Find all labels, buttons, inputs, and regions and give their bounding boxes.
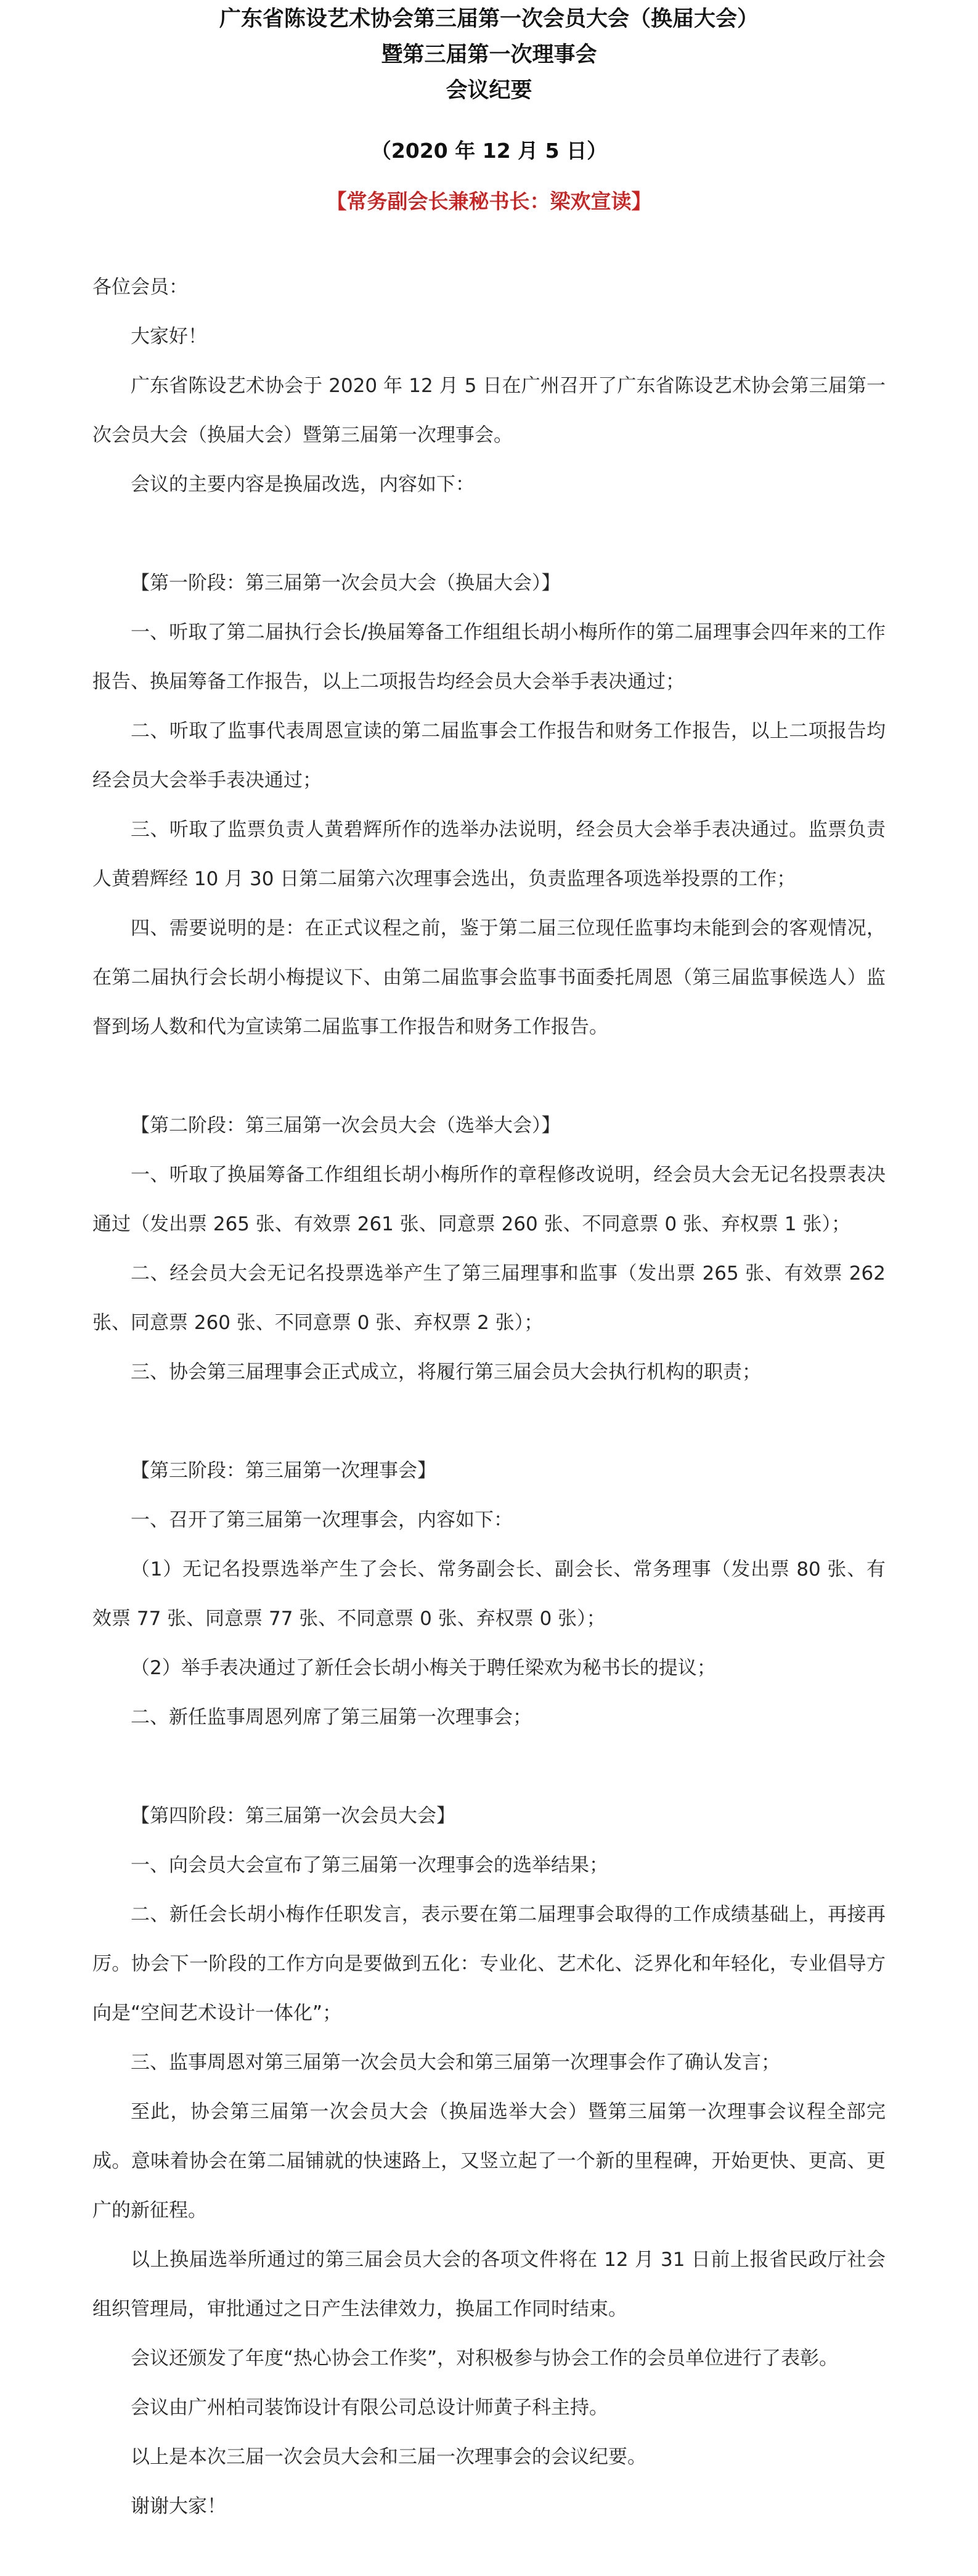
intro-paragraph-2: 会议的主要内容是换届改选，内容如下： xyxy=(131,473,475,496)
stage1-item: 三、听取了监票负责人黄碧辉所作的选举办法说明，经会员大会举手表决通过。监票负责人黄碧辉经 10 月 30 日第二届第六次理事会选出，负责监理各项选举投票的工作； xyxy=(92,819,886,890)
stage1-item: 四、需要说明的是：在正式议程之前，鉴于第二届三位现任监事均未能到会的客观情况，在第二届执行会长胡小梅提议下、由第二届监事会监事书面委托周恩（第三届监事候选人）监督到场人数和代为宣读第二届监事工作报告和财务工作报告。 xyxy=(92,917,886,1038)
reader-note: 【常务副会长兼秘书长：梁欢宣读】 xyxy=(326,189,652,213)
stage3-heading: 【第三阶段：第三届第一次理事会】 xyxy=(131,1460,436,1482)
closing-paragraph: 至此，协会第三届第一次会员大会（换届选举大会）暨第三届第一次理事会议程全部完成。意味着协会在第二届铺就的快速路上，又竖立起了一个新的里程碑，开始更快、更高、更广的新征程。 xyxy=(92,2101,886,2222)
document-header xyxy=(92,0,886,219)
title-line-2: 暨第三届第一次理事会 xyxy=(381,43,597,67)
salutation: 各位会员： xyxy=(92,276,188,298)
section-spacer xyxy=(92,1742,886,1791)
stage4-heading: 【第四阶段：第三届第一次会员大会】 xyxy=(131,1805,455,1827)
title-line-3: 会议纪要 xyxy=(446,78,532,103)
stage2-item: 二、经会员大会无记名投票选举产生了第三届理事和监事（发出票 265 张、有效票 262 张、同意票 260 张、不同意票 0 张、弃权票 2 张）； xyxy=(92,1262,886,1334)
stage3-item: 二、新任监事周恩列席了第三届第一次理事会； xyxy=(131,1706,532,1728)
stage3-item: （2）举手表决通过了新任会长胡小梅关于聘任梁欢为秘书长的提议； xyxy=(131,1657,716,1679)
stage1-item: 二、听取了监事代表周恩宣读的第二届监事会工作报告和财务工作报告，以上二项报告均经会员大会举手表决通过； xyxy=(92,720,886,791)
section-spacer xyxy=(92,1397,886,1446)
section-spacer xyxy=(92,1052,886,1101)
stage4-item: 二、新任会长胡小梅作任职发言，表示要在第二届理事会取得的工作成绩基础上，再接再厉。协会下一阶段的工作方向是要做到五化：专业化、艺术化、泛界化和年轻化，专业倡导方向是“空间艺术设计一体化”； xyxy=(92,1903,886,2024)
closing-paragraph: 以上换届选举所通过的第三届会员大会的各项文件将在 12 月 31 日前上报省民政厅社会组织管理局，审批通过之日产生法律效力，换届工作同时结束。 xyxy=(92,2249,886,2320)
stage4-item: 三、监事周恩对第三届第一次会员大会和第三届第一次理事会作了确认发言； xyxy=(131,2051,780,2074)
document-body xyxy=(92,263,886,2531)
stage2-item: 一、听取了换届筹备工作组组长胡小梅所作的章程修改说明，经会员大会无记名投票表决通过（发出票 265 张、有效票 261 张、同意票 260 张、不同意票 0 张、弃权票 1 张）； xyxy=(92,1164,886,1235)
greeting: 大家好！ xyxy=(131,325,207,348)
meeting-date: （2020 年 12 月 5 日） xyxy=(370,139,608,163)
title-line-1: 广东省陈设艺术协会第三届第一次会员大会（换届大会） xyxy=(219,7,759,31)
closing-paragraph: 会议还颁发了年度“热心协会工作奖”，对积极参与协会工作的会员单位进行了表彰。 xyxy=(131,2347,839,2370)
closing-paragraph: 会议由广州柏司装饰设计有限公司总设计师黄子科主持。 xyxy=(131,2397,608,2419)
section-spacer xyxy=(92,509,886,558)
stage2-heading: 【第二阶段：第三届第一次会员大会（选举大会）】 xyxy=(131,1114,561,1137)
closing-thanks: 谢谢大家！ xyxy=(131,2495,226,2517)
stage3-item: （1）无记名投票选举产生了会长、常务副会长、副会长、常务理事（发出票 80 张、有效票 77 张、同意票 77 张、不同意票 0 张、弃权票 0 张）； xyxy=(92,1558,886,1630)
stage1-heading: 【第一阶段：第三届第一次会员大会（换届大会）】 xyxy=(131,572,561,594)
stage1-item: 一、听取了第二届执行会长/换届筹备工作组组长胡小梅所作的第二届理事会四年来的工作报告、换届筹备工作报告，以上二项报告均经会员大会举手表决通过； xyxy=(92,621,886,693)
stage4-item: 一、向会员大会宣布了第三届第一次理事会的选举结果； xyxy=(131,1854,608,1876)
intro-paragraph: 广东省陈设艺术协会于 2020 年 12 月 5 日在广州召开了广东省陈设艺术协会第三届第一次会员大会（换届大会）暨第三届第一次理事会。 xyxy=(92,375,886,446)
closing-paragraph: 以上是本次三届一次会员大会和三届一次理事会的会议纪要。 xyxy=(131,2446,646,2468)
stage3-item: 一、召开了第三届第一次理事会，内容如下： xyxy=(131,1509,513,1531)
stage2-item: 三、协会第三届理事会正式成立，将履行第三届会员大会执行机构的职责； xyxy=(131,1361,761,1383)
